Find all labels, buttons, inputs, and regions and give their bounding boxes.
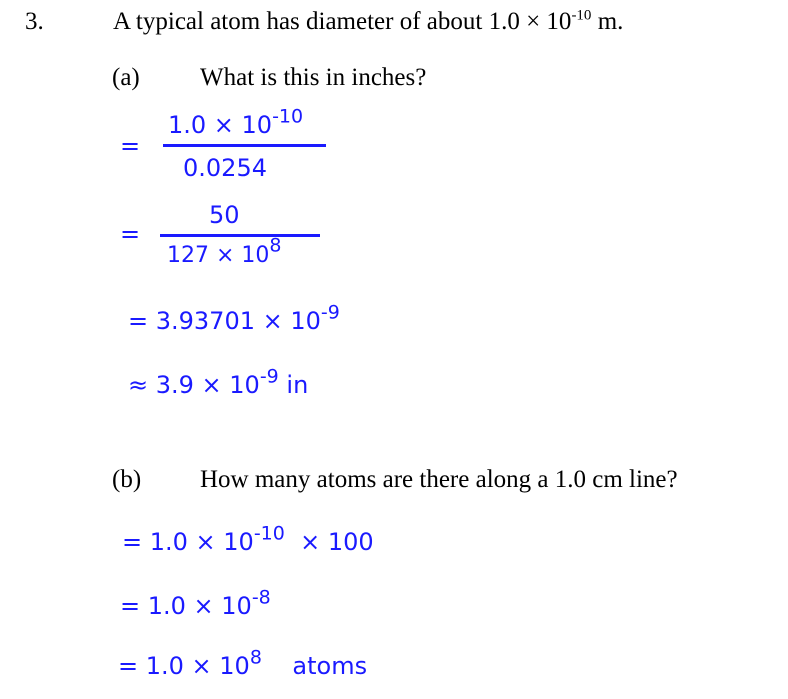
- part-b-line-3: [118, 646, 368, 680]
- part-a-prompt: What is this in inches?: [200, 64, 427, 91]
- part-a-label: (a): [112, 64, 140, 91]
- fraction-2-denominator-exponent: 8: [269, 234, 282, 257]
- result-approx-base: 3.9 × 10: [155, 371, 260, 399]
- fraction-1-numerator-base: 1.0 × 10: [168, 111, 273, 139]
- fraction-1-numerator: [168, 105, 304, 139]
- equals-sign-1: =: [120, 132, 141, 160]
- result-line-exact: [128, 301, 340, 335]
- question-stem: [113, 9, 623, 34]
- part-b-line-1-base: = 1.0 × 10: [122, 528, 254, 556]
- stem-exponent: -10: [571, 7, 592, 24]
- question-number: 3.: [25, 8, 44, 35]
- part-b-line-3-exponent: 8: [249, 646, 262, 669]
- stem-text: A typical atom has diameter of about 1.0 × 10: [113, 8, 572, 35]
- fraction-1-numerator-exponent: -10: [272, 105, 304, 128]
- part-b-prompt: How many atoms are there along a 1.0 cm line?: [200, 466, 678, 493]
- approx-sign: ≈: [128, 371, 149, 399]
- part-b-label: (b): [112, 466, 142, 493]
- part-b-line-1-exponent: -10: [253, 522, 285, 545]
- result-approx-exponent: -9: [259, 365, 279, 388]
- result-exact-base: = 3.93701 × 10: [128, 307, 321, 335]
- fraction-2-bar: [160, 234, 320, 237]
- fraction-2-denominator-base: 127 × 10: [167, 243, 270, 268]
- result-approx-unit: in: [286, 371, 309, 399]
- fraction-1-bar: [163, 144, 326, 147]
- fraction-2-denominator: [167, 234, 282, 268]
- part-b-line-1-tail: × 100: [300, 528, 374, 556]
- stem-unit: m.: [591, 8, 624, 35]
- part-b-line-2-base: = 1.0 × 10: [120, 592, 252, 620]
- part-b-line-2-exponent: -8: [251, 586, 271, 609]
- part-b-line-1: [122, 522, 374, 556]
- result-line-approx: [128, 365, 309, 399]
- part-b-line-3-unit: atoms: [292, 652, 368, 680]
- fraction-1-denominator: 0.0254: [183, 154, 267, 182]
- part-b-line-3-base: = 1.0 × 10: [118, 652, 250, 680]
- result-exact-exponent: -9: [320, 301, 340, 324]
- equals-sign-2: =: [120, 220, 141, 248]
- fraction-2-numerator: 50: [209, 201, 240, 229]
- part-b-line-2: [120, 586, 271, 620]
